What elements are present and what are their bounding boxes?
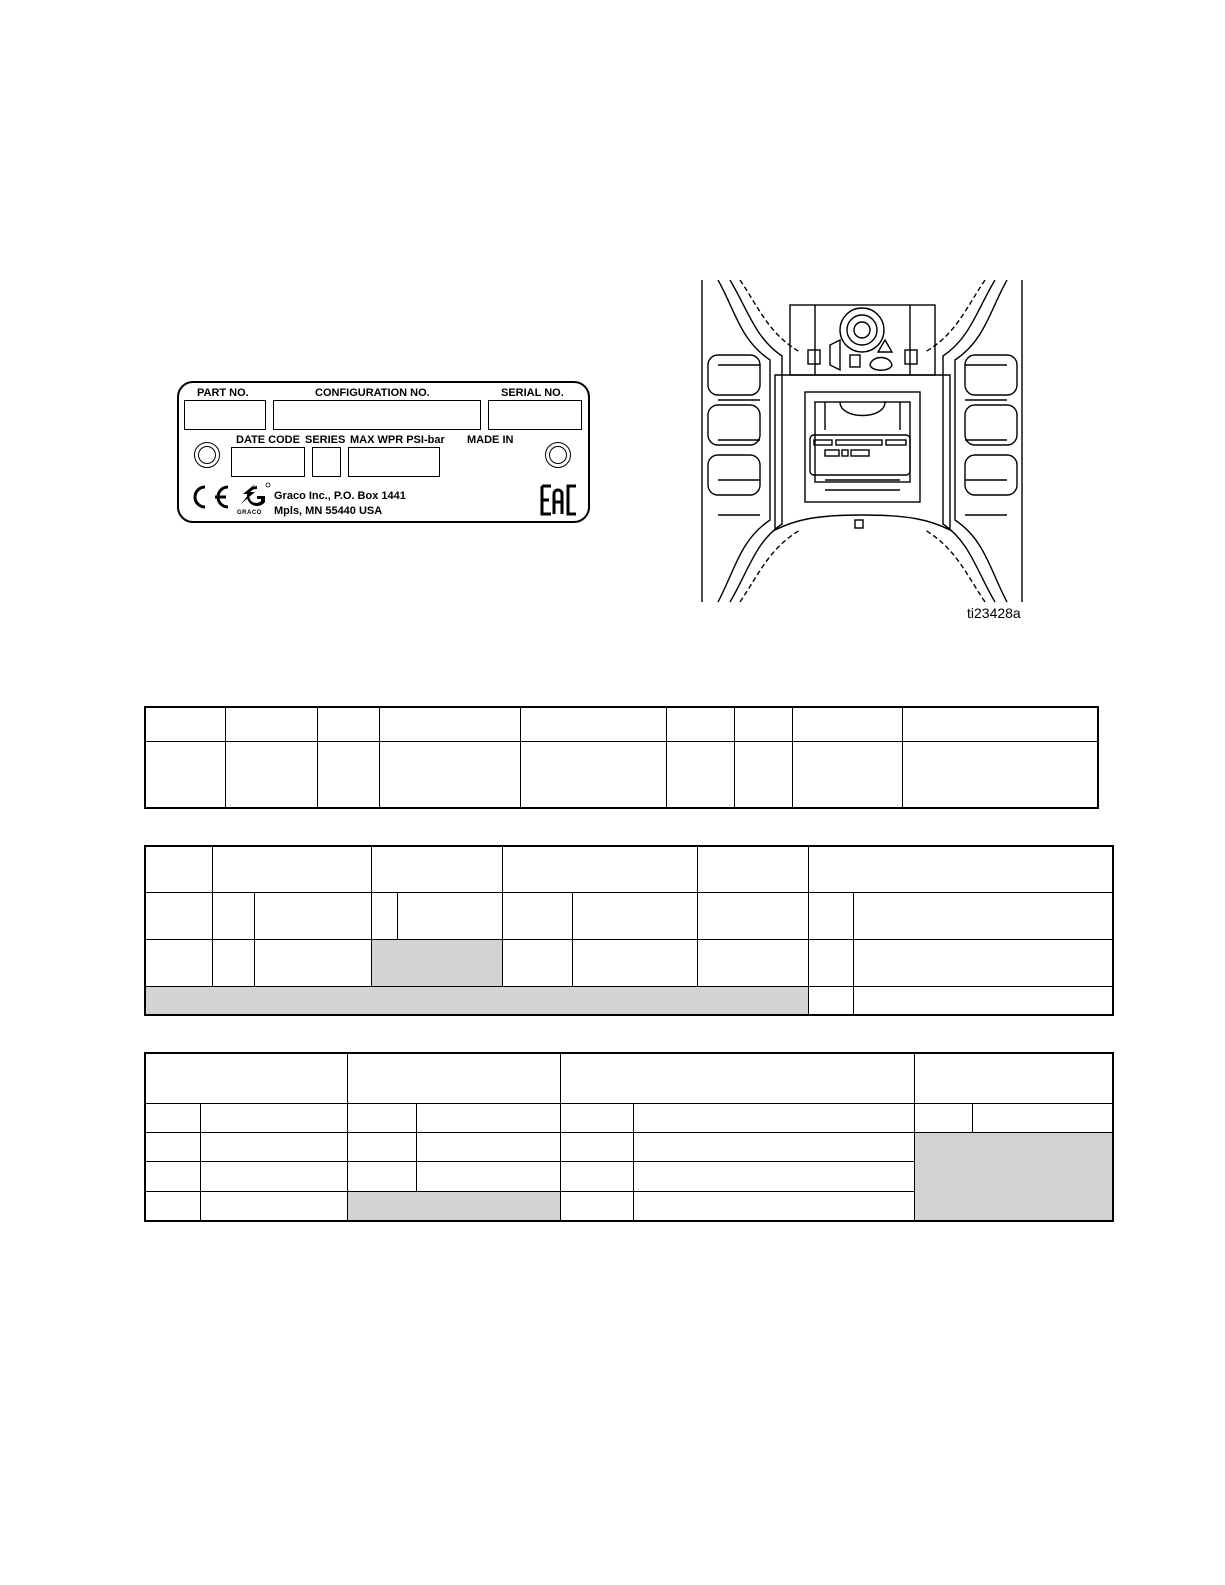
table-cell <box>144 706 226 742</box>
pump-drawing <box>700 280 1025 605</box>
max-wpr-label: MAX WPR PSI-bar <box>350 434 445 446</box>
table-3 <box>144 1052 1114 1222</box>
mounting-hole-icon <box>194 442 220 468</box>
table-cell <box>809 845 1114 893</box>
address <box>274 489 406 519</box>
table-cell <box>793 742 903 809</box>
table-cell <box>903 706 1099 742</box>
table-cell <box>417 1104 561 1133</box>
table-cell <box>809 940 854 987</box>
table-cell <box>372 893 398 940</box>
table-cell <box>521 706 667 742</box>
table-cell <box>503 845 698 893</box>
address-line-1: Graco Inc., P.O. Box 1441 <box>274 490 406 502</box>
table-cell <box>735 706 793 742</box>
max-wpr-field <box>348 447 440 477</box>
eac-mark-icon <box>540 484 580 516</box>
table-cell <box>698 845 809 893</box>
graco-logo-icon <box>235 482 273 510</box>
serial-no-label: SERIAL NO. <box>501 387 564 399</box>
table-1 <box>144 706 1099 809</box>
table-cell <box>634 1192 915 1222</box>
series-field <box>312 447 341 477</box>
table-cell <box>634 1133 915 1162</box>
table-cell <box>255 940 372 987</box>
table-cell <box>698 893 809 940</box>
table-cell <box>915 1104 973 1133</box>
table-cell <box>735 742 793 809</box>
table-cell <box>348 1133 417 1162</box>
table-cell <box>503 940 573 987</box>
table-cell <box>561 1052 915 1104</box>
table-cell <box>144 845 213 893</box>
series-label: SERIES <box>305 434 346 446</box>
table-cell <box>213 893 255 940</box>
ce-mark-icon <box>186 484 232 510</box>
table-cell <box>793 706 903 742</box>
part-no-label: PART NO. <box>197 387 249 399</box>
shaded-cell <box>915 1133 1114 1222</box>
table-cell <box>213 940 255 987</box>
table-cell <box>380 706 521 742</box>
table-cell <box>144 742 226 809</box>
shaded-cell <box>348 1192 561 1222</box>
table-cell <box>213 845 372 893</box>
table-cell <box>521 742 667 809</box>
table-cell <box>854 987 1114 1016</box>
table-cell <box>201 1133 348 1162</box>
table-cell <box>561 1162 634 1192</box>
table-cell <box>398 893 503 940</box>
table-cell <box>417 1162 561 1192</box>
table-cell <box>348 1104 417 1133</box>
serial-no-field <box>488 400 582 430</box>
table-cell <box>144 1162 201 1192</box>
table-2 <box>144 845 1114 1016</box>
table-cell <box>348 1162 417 1192</box>
table-cell <box>144 1133 201 1162</box>
shaded-cell <box>372 940 503 987</box>
table-cell <box>201 1162 348 1192</box>
configuration-no-field <box>273 400 481 430</box>
table-cell <box>854 940 1114 987</box>
table-cell <box>144 1192 201 1222</box>
table-cell <box>318 706 380 742</box>
table-cell <box>915 1052 1114 1104</box>
table-cell <box>417 1133 561 1162</box>
table-cell <box>903 742 1099 809</box>
mounting-hole-icon <box>545 442 571 468</box>
table-cell <box>561 1104 634 1133</box>
table-cell <box>667 706 735 742</box>
table-cell <box>144 893 213 940</box>
table-cell <box>561 1192 634 1222</box>
graco-logo-text: GRACO <box>237 510 262 516</box>
table-cell <box>144 940 213 987</box>
made-in-label: MADE IN <box>467 434 514 446</box>
table-cell <box>809 987 854 1016</box>
table-cell <box>634 1104 915 1133</box>
table-cell <box>573 940 698 987</box>
table-cell <box>348 1052 561 1104</box>
table-cell <box>809 893 854 940</box>
table-cell <box>854 893 1114 940</box>
table-cell <box>226 706 318 742</box>
part-no-field <box>184 400 266 430</box>
date-code-field <box>231 447 305 477</box>
shaded-cell <box>144 987 809 1016</box>
table-cell <box>503 893 573 940</box>
table-cell <box>144 1052 348 1104</box>
table-cell <box>255 893 372 940</box>
table-cell <box>372 845 503 893</box>
configuration-no-label: CONFIGURATION NO. <box>315 387 430 399</box>
figure-id: ti23428a <box>967 605 1021 621</box>
table-cell <box>144 1104 201 1133</box>
table-cell <box>226 742 318 809</box>
table-cell <box>201 1192 348 1222</box>
table-cell <box>634 1162 915 1192</box>
date-code-label: DATE CODE <box>236 434 300 446</box>
nameplate <box>177 381 590 523</box>
table-cell <box>318 742 380 809</box>
table-cell <box>698 940 809 987</box>
table-cell <box>201 1104 348 1133</box>
table-cell <box>380 742 521 809</box>
table-cell <box>573 893 698 940</box>
table-cell <box>973 1104 1114 1133</box>
table-cell <box>667 742 735 809</box>
table-cell <box>561 1133 634 1162</box>
address-line-2: Mpls, MN 55440 USA <box>274 505 383 517</box>
